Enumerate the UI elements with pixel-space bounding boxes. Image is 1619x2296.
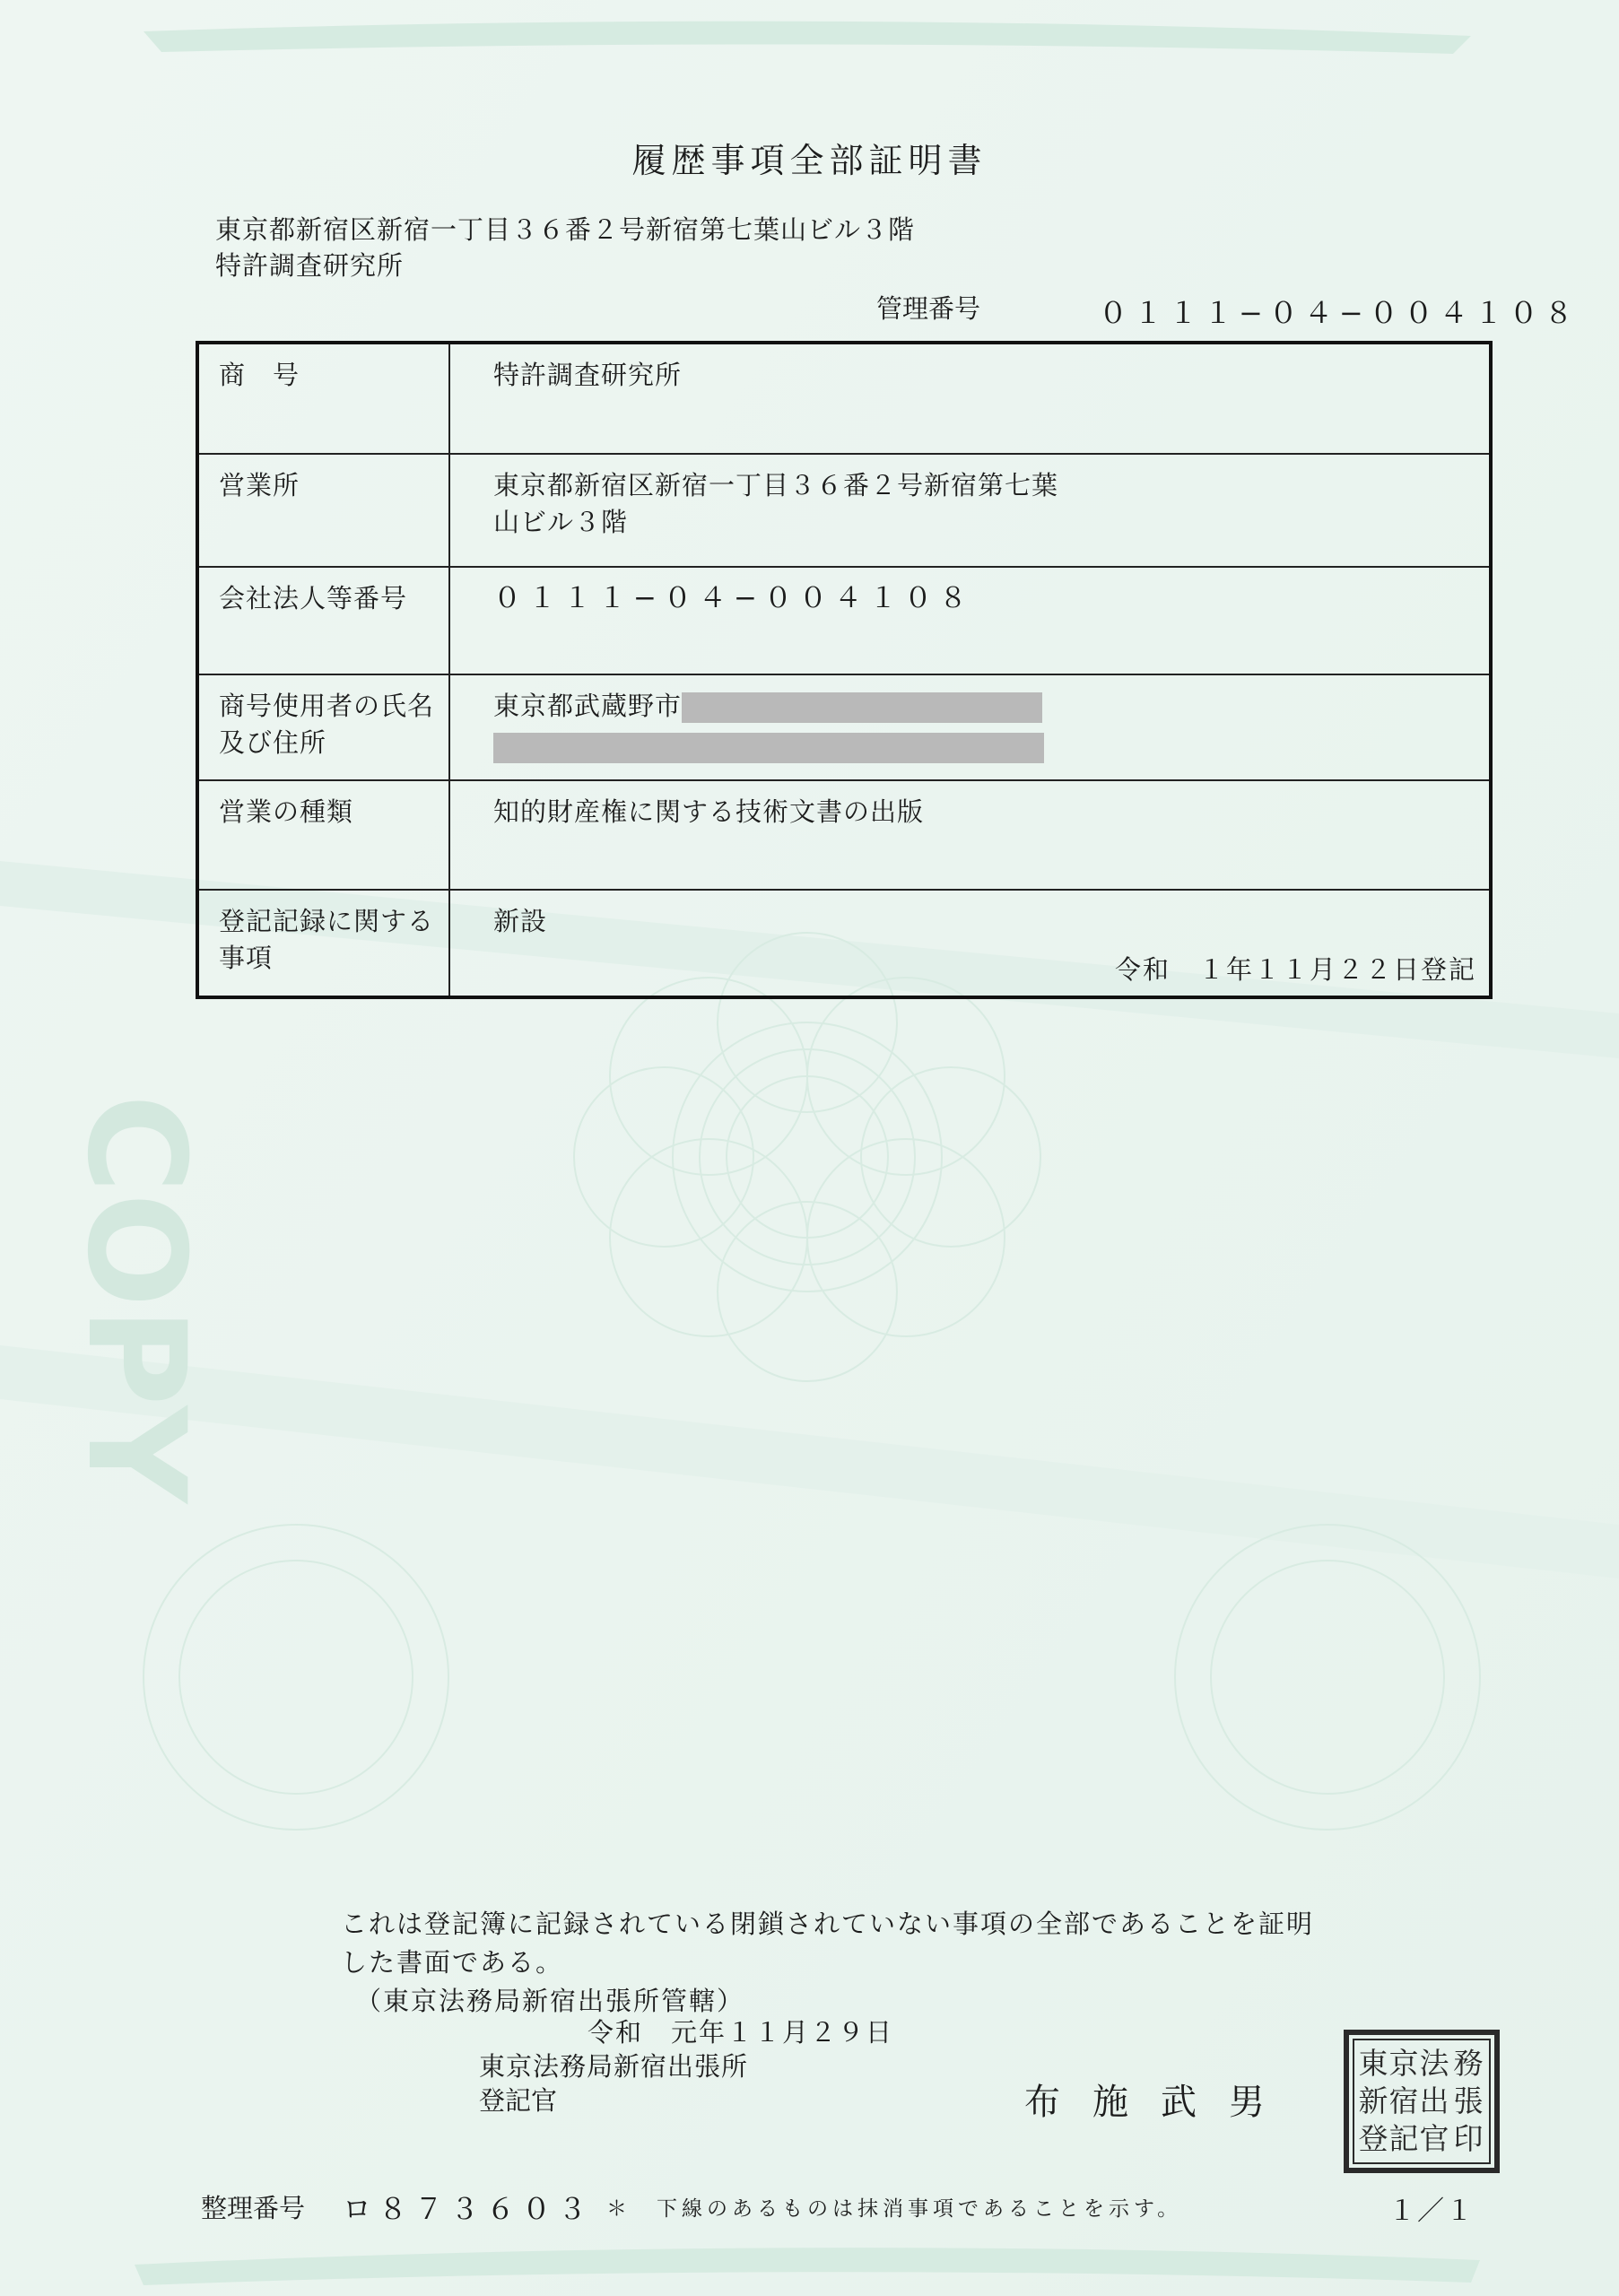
issuing-office: 東京法務局新宿出張所 xyxy=(479,2051,749,2082)
statement-line1: これは登記簿に記録されている閉鎖されていない事項の全部であることを証明 xyxy=(341,1909,1315,1939)
row-value xyxy=(449,567,1491,674)
svg-text:張: 張 xyxy=(1453,2083,1484,2118)
registration-date: 令和 １年１１月２２日登記 xyxy=(1114,954,1476,985)
row-value xyxy=(449,454,1491,567)
office-address-line1: 東京都新宿区新宿一丁目３６番２号新宿第七葉 xyxy=(493,470,1059,500)
management-number-label: 管理番号 xyxy=(876,293,981,324)
label-line1: 商号使用者の氏名 xyxy=(219,691,435,721)
management-number: ０１１１−０４−００４１０８ xyxy=(1099,296,1580,330)
svg-text:東: 東 xyxy=(1358,2046,1388,2081)
row-value xyxy=(449,343,1491,454)
certification-statement xyxy=(341,1905,1314,2021)
row-label xyxy=(197,674,449,780)
register-table xyxy=(196,341,1493,999)
label-line2: 事項 xyxy=(219,943,274,973)
row-label: 会社法人等番号 xyxy=(197,567,449,674)
registration-matter: 新設 xyxy=(493,906,548,936)
table-row xyxy=(197,454,1491,567)
table-row xyxy=(197,343,1491,454)
officer-title: 登記官 xyxy=(479,2085,558,2116)
user-address-city: 東京都武蔵野市 xyxy=(493,691,683,721)
table-row xyxy=(197,780,1491,890)
table-row xyxy=(197,674,1491,780)
certification-date: 令和 元年１１月２９日 xyxy=(588,2017,894,2048)
row-label xyxy=(197,890,449,997)
table-row xyxy=(197,567,1491,674)
trade-name: 特許調査研究所 xyxy=(493,360,683,390)
svg-text:務: 務 xyxy=(1453,2046,1484,2081)
svg-text:登: 登 xyxy=(1358,2121,1388,2156)
row-label: 営業の種類 xyxy=(197,780,449,890)
svg-text:新: 新 xyxy=(1358,2083,1388,2118)
svg-text:官: 官 xyxy=(1419,2121,1449,2156)
svg-text:法: 法 xyxy=(1419,2046,1449,2081)
svg-text:京: 京 xyxy=(1388,2046,1419,2081)
footer-note: ＊ 下線のあるものは抹消事項であることを示す。 xyxy=(606,2197,1183,2221)
row-label: 商 号 xyxy=(197,343,449,454)
redacted-block xyxy=(493,733,1044,763)
row-value xyxy=(449,674,1491,780)
svg-text:宿: 宿 xyxy=(1388,2083,1419,2118)
control-number-label: 整理番号 xyxy=(201,2193,306,2223)
page-number: １／１ xyxy=(1388,2196,1475,2227)
jurisdiction: （東京法務局新宿出張所管轄） xyxy=(355,1986,745,2016)
svg-text:COPY: COPY xyxy=(57,1094,213,1504)
label-line2: 及び住所 xyxy=(219,727,327,758)
row-label: 営業所 xyxy=(197,454,449,567)
svg-text:出: 出 xyxy=(1419,2083,1449,2118)
business-type: 知的財産権に関する技術文書の出版 xyxy=(493,796,925,827)
official-seal-stamp xyxy=(1343,2029,1501,2174)
statement-line2: した書面である。 xyxy=(341,1947,564,1978)
label-line1: 登記記録に関する xyxy=(219,906,435,936)
row-value xyxy=(449,780,1491,890)
table-row xyxy=(197,890,1491,997)
document-title: 履歴事項全部証明書 xyxy=(631,141,988,180)
svg-text:印: 印 xyxy=(1453,2121,1484,2156)
office-address-line2: 山ビル３階 xyxy=(493,507,629,537)
redacted-block xyxy=(682,692,1042,723)
header-company-name: 特許調査研究所 xyxy=(215,250,405,281)
control-number: ロ８７３６０３ xyxy=(343,2192,595,2226)
officer-name: 布施武男 xyxy=(1024,2082,1297,2123)
row-value xyxy=(449,890,1491,997)
header-address: 東京都新宿区新宿一丁目３６番２号新宿第七葉山ビル３階 xyxy=(215,214,916,245)
corporate-number: ０１１１−０４−００４１０８ xyxy=(493,582,974,614)
svg-text:記: 記 xyxy=(1388,2121,1419,2156)
